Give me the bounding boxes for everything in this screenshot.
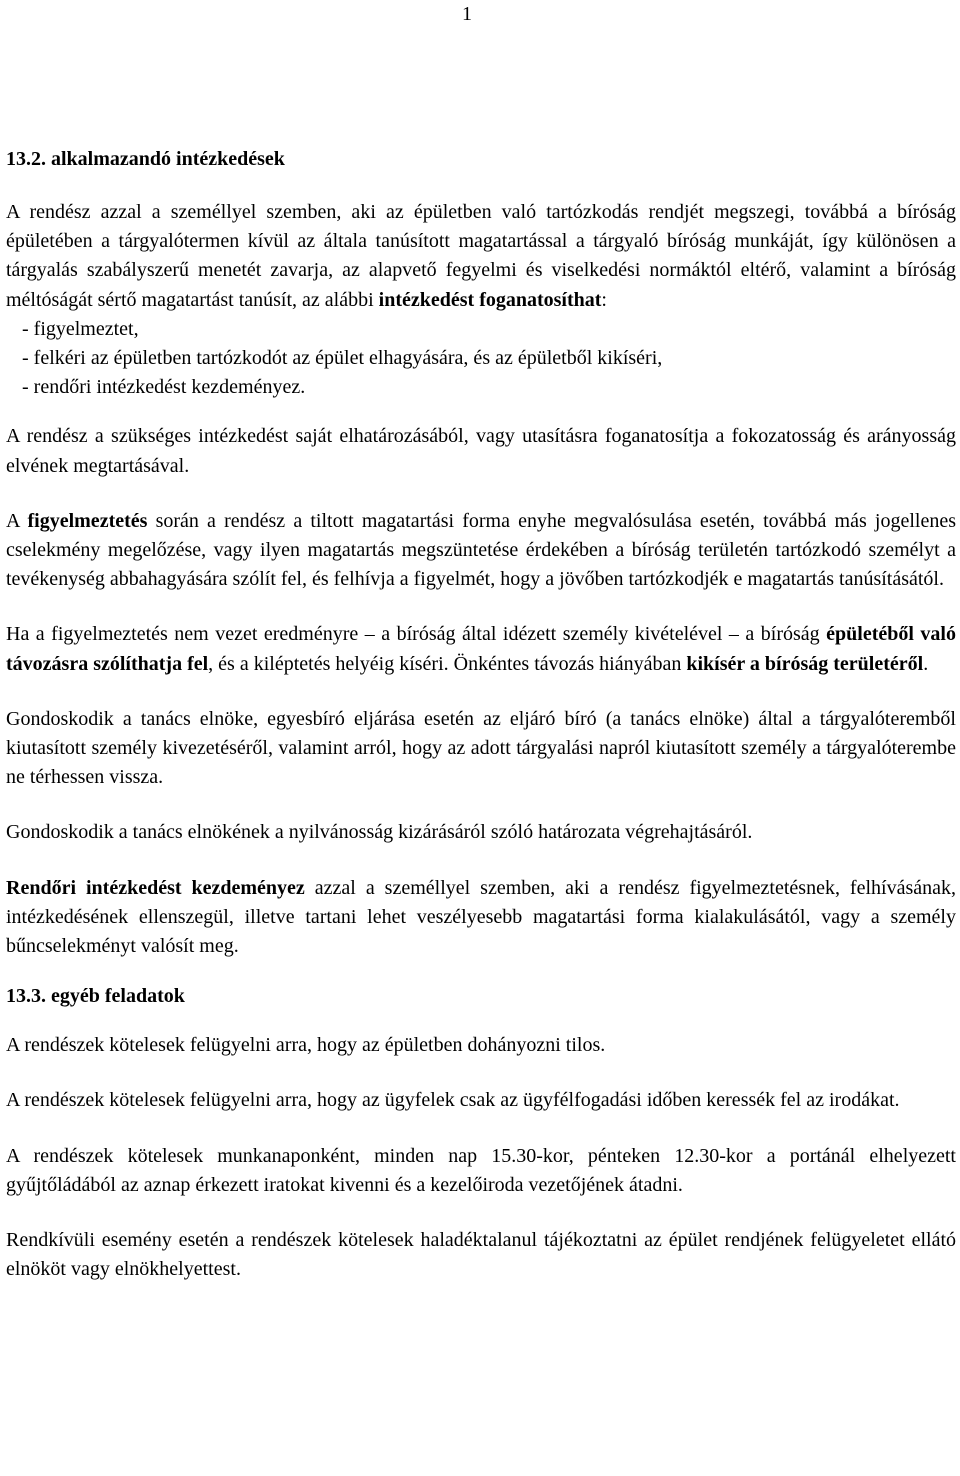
list-item: - rendőri intézkedést kezdeményez. [22, 376, 306, 399]
paragraph: Gondoskodik a tanács elnökének a nyilvánosság kizárásáról szóló határozata végrehajtásáról. [6, 821, 753, 844]
bold-phrase: intézkedést foganatosíthat [378, 288, 602, 311]
paragraph: Rendőri intézkedést kezdeményez azzal a személlyel szemben, aki a rendész figyelmeztetésnek, felhívásának, intézkedésének ellenszegül, illetve tartani lehet veszélyesebb magatartási forma kialakulásától, vagy a személy bűncselekményt valósít meg. [6, 876, 956, 958]
list-item: - figyelmeztet, [22, 317, 139, 340]
document-body [6, 144, 956, 1284]
paragraph: A figyelmeztetés során a rendész a tiltott magatartási forma enyhe megvalósulása esetén, továbbá más jogellenes cselekmény megelőzése, vagy ilyen magatartás megszüntetése érdekében a bíróság területén tartózkodó személyt a tevékenység abbahagyására szólít fel, és felhívja a figyelmét, hogy a jövőben tartózkodjék e magatartás tanúsításától. [6, 509, 956, 591]
page-number: 1 [462, 3, 472, 25]
measures-list [6, 315, 956, 403]
paragraph: A rendész a szükséges intézkedést saját elhatározásából, vagy utasításra foganatosítja a fokozatosság és arányosság elvének megtartásával. [6, 425, 956, 477]
list-item: - felkéri az épületben tartózkodót az épület elhagyására, és az épületből kikíséri, [22, 347, 663, 370]
bold-phrase: figyelmeztetés [27, 509, 148, 532]
bold-phrase: épületéből való távozásra szólíthatja fel [6, 623, 956, 675]
paragraph: Rendkívüli esemény esetén a rendészek kötelesek haladéktalanul tájékoztatni az épület rendjének felügyeletet ellátó elnököt vagy elnökhelyettest. [6, 1229, 956, 1281]
paragraph: Gondoskodik a tanács elnöke, egyesbíró eljárása esetén az eljáró bíró (a tanács elnöke) által a tárgyalóteremből kiutasított személy kivezetéséről, valamint arról, hogy az adott tárgyalási napról kiutasított személy a tárgyalóterembe ne térhessen vissza. [6, 707, 956, 789]
paragraph: A rendészek kötelesek felügyelni arra, hogy az ügyfelek csak az ügyfélfogadási időben keressék fel az irodákat. [6, 1089, 900, 1112]
paragraph-intro: A rendész azzal a személlyel szemben, aki az épületben való tartózkodás rendjét megszegi, továbbá a bíróság épületében a tárgyalótermen kívül az általa tanúsított magatartással a tárgyaló bíróság munkáját, így különösen a tárgyalás szabályszerű menetét zavarja, az alapvető fegyelmi és viselkedési normáktól eltérő, valamint a bíróság méltóságát sértő magatartást tanúsít, az alábbi intézkedést foganatosíthat: [6, 201, 956, 311]
bold-phrase: kikísér a bíróság területéről [686, 652, 924, 675]
paragraph: A rendészek kötelesek felügyelni arra, hogy az épületben dohányozni tilos. [6, 1034, 606, 1057]
paragraph: A rendészek kötelesek munkanaponként, minden nap 15.30-kor, pénteken 12.30-kor a portánál elhelyezett gyűjtőládából az aznap érkezett iratokat kivenni és a kezelőiroda vezetőjének átadni. [6, 1144, 956, 1196]
bold-phrase: Rendőri intézkedést kezdeményez [6, 876, 305, 899]
section-heading-13-2: 13.2. alkalmazandó intézkedések [6, 148, 285, 170]
section-heading-13-3: 13.3. egyéb feladatok [6, 985, 185, 1008]
paragraph: Ha a figyelmeztetés nem vezet eredményre – a bíróság által idézett személy kivételével – a bíróság épületéből való távozásra szólíthatja fel, és a kiléptetés helyéig kíséri. Önkéntes távozás hiányában kikísér a bíróság területéről. [6, 623, 956, 675]
